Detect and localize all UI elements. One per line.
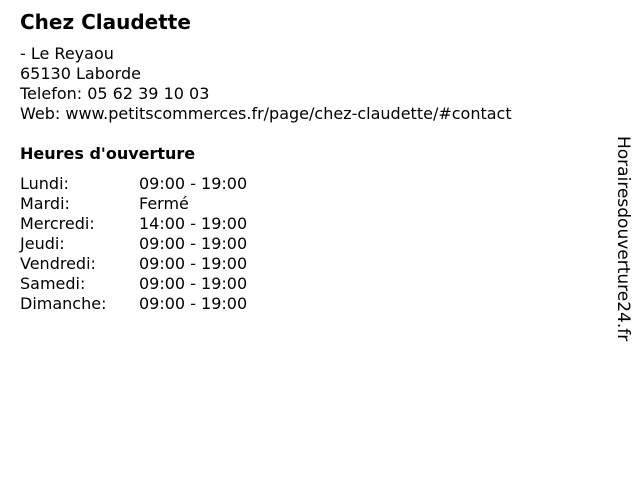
hours-row-saturday bbox=[20, 274, 320, 294]
day-hours: 09:00 - 19:00 bbox=[139, 174, 248, 193]
business-name: Chez Claudette bbox=[20, 10, 191, 34]
hours-heading: Heures d'ouverture bbox=[20, 144, 196, 163]
hours-row-thursday bbox=[20, 234, 320, 254]
day-hours: 14:00 - 19:00 bbox=[139, 214, 248, 233]
day-hours: Fermé bbox=[139, 194, 189, 213]
address-line-2: 65130 Laborde bbox=[20, 64, 141, 83]
day-label: Samedi: bbox=[20, 274, 86, 293]
day-label: Vendredi: bbox=[20, 254, 96, 273]
day-hours: 09:00 - 19:00 bbox=[139, 234, 248, 253]
day-label: Mardi: bbox=[20, 194, 70, 213]
hours-row-monday bbox=[20, 174, 320, 194]
hours-row-tuesday bbox=[20, 194, 320, 214]
day-hours: 09:00 - 19:00 bbox=[139, 274, 248, 293]
day-label: Dimanche: bbox=[20, 294, 107, 313]
hours-table bbox=[20, 174, 320, 314]
day-label: Mercredi: bbox=[20, 214, 95, 233]
contact-block bbox=[20, 44, 512, 124]
hours-row-sunday bbox=[20, 294, 320, 314]
site-watermark: Horairesdouverture24.fr bbox=[613, 136, 633, 342]
hours-row-wednesday bbox=[20, 214, 320, 234]
day-label: Jeudi: bbox=[20, 234, 65, 253]
day-hours: 09:00 - 19:00 bbox=[139, 254, 248, 273]
hours-row-friday bbox=[20, 254, 320, 274]
web-line: Web: www.petitscommerces.fr/page/chez-claudette/#contact bbox=[20, 104, 512, 123]
address-line-1: - Le Reyaou bbox=[20, 44, 114, 63]
day-hours: 09:00 - 19:00 bbox=[139, 294, 248, 313]
phone-line: Telefon: 05 62 39 10 03 bbox=[20, 84, 210, 103]
day-label: Lundi: bbox=[20, 174, 69, 193]
